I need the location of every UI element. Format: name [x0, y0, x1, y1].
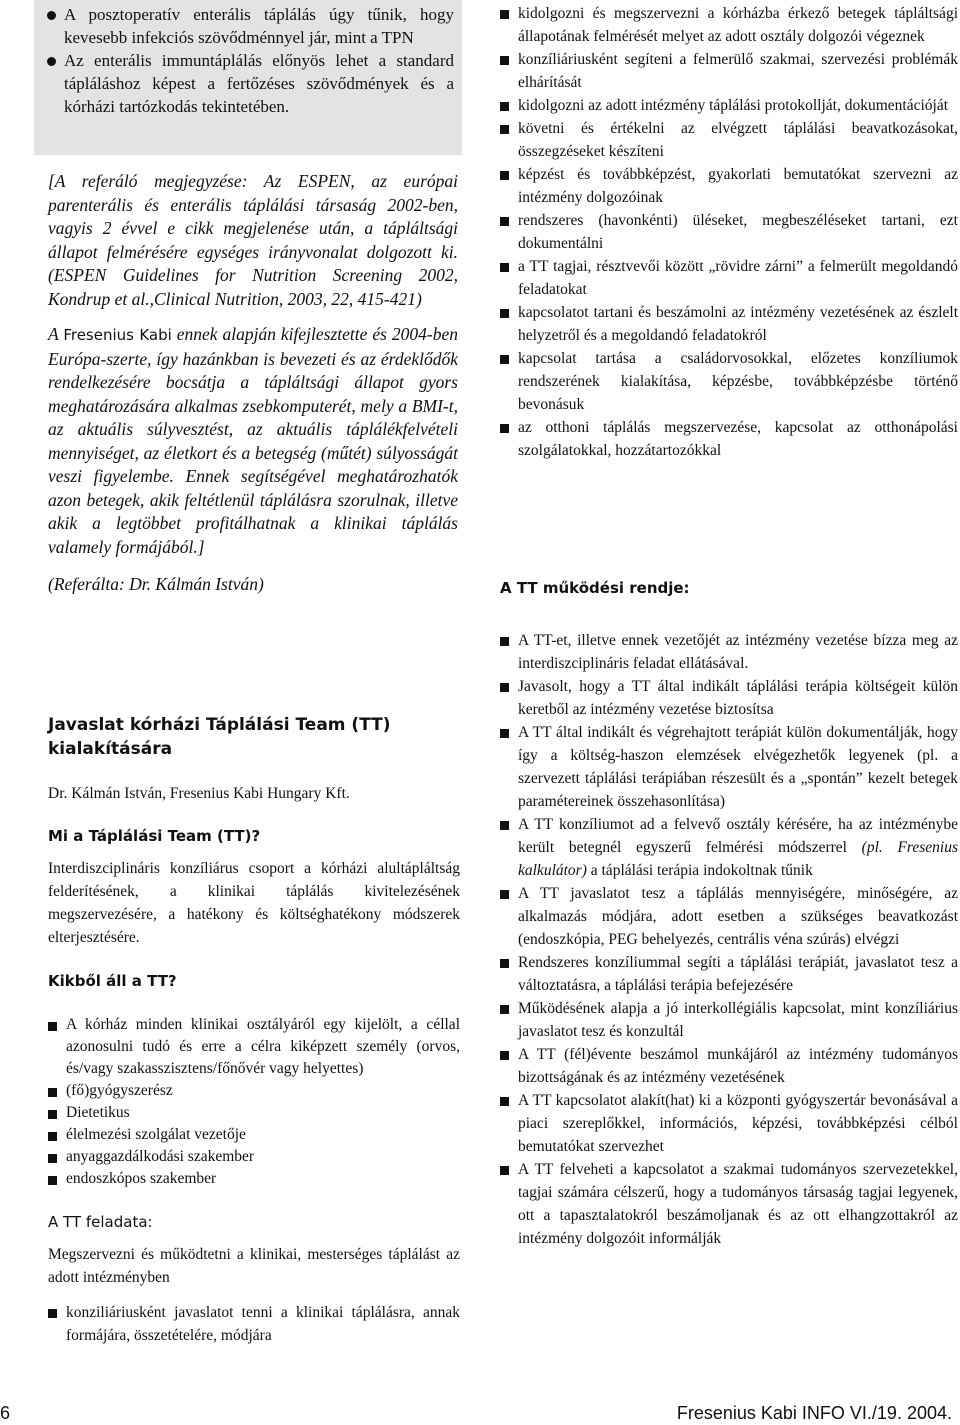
highlight-list [34, 0, 462, 118]
page-number: 6 [0, 1403, 11, 1423]
list-item: A TT (fél)évente beszámol munkájáról az intézmény tudományos bizottságának és az intézmény vezetésének [500, 1043, 958, 1089]
brand-name: Fresenius Kabi [63, 326, 172, 344]
referee-note [48, 170, 458, 597]
referee-note-paragraph: [A referáló megjegyzése: Az ESPEN, az európai parenterális és enterális táplálási társaság 2002-ben, vagyis 2 évvel e cikk megjelenése után, a tápláltsági állapot felmérésére egységes irányvonalat dolgozott ki. (ESPEN Guidelines for Nutrition Screening 2002, Kondrup et al.,Clinical Nutrition, 2003, 22, 415-421) [48, 171, 458, 309]
list-item: rendszeres (havonkénti) üléseket, megbeszéléseket tartani, ezt dokumentálni [500, 209, 958, 255]
list-item [500, 813, 958, 882]
list-item: A TT javaslatot tesz a táplálás mennyiségére, minőségére, az alkalmazás módjára, adott esetben a szükséges beavatkozást (endoszkópia, PEG behelyezés, centrális véna szúrás) elvégzi [500, 882, 958, 951]
list-item: A TT-et, illetve ennek vezetőjét az intézmény vezetése bízza meg az interdiszciplináris feladat ellátásával. [500, 629, 958, 675]
list-item: A TT kapcsolatot alakít(hat) ki a központi gyógyszertár bevonásával a piaci szereplőkkel, információs, képzési, továbbképzési célból bemutatókat szervezhet [500, 1089, 958, 1158]
list-item: anyaggazdálkodási szakember [48, 1146, 460, 1168]
tasks-list-left [48, 1301, 460, 1347]
members-list [48, 1014, 460, 1190]
list-item: A kórház minden klinikai osztályáról egy kijelölt, a céllal azonosulni tudó és erre a célra kiképzett személy (orvos, és/vagy szakasszisztens/főnővér vagy helyettes) [48, 1014, 460, 1080]
tasks-intro: Megszervezni és működtetni a klinikai, mesterséges táplálást az adott intézményben [48, 1246, 460, 1286]
list-item: endoszkópos szakember [48, 1168, 460, 1190]
list-item-text: A TT konzíliumot ad a felvevő osztály kérésére, ha az intézménybe került betegnél egyszerű felmérési módszerrel [518, 816, 958, 856]
referee-credit: (Referálta: Dr. Kálmán István) [48, 574, 264, 594]
list-item: A TT felveheti a kapcsolatot a szakmai tudományos szervezetekkel, tagjai számára célszerű, hogy a tudományos társaság tagjai legyenek, ott a tapasztalatokról beszámoljanak és az ott elhangzottakról az intézmény dolgozóit informálják [500, 1158, 958, 1250]
list-item: Dietetikus [48, 1102, 460, 1124]
list-item-emphasis: (pl. Fresenius kalkulátor) [518, 839, 958, 879]
list-item: kidolgozni és megszervezni a kórházba érkező betegek tápláltsági állapotának felmérését melyet az adott osztály dolgozói végeznek [500, 2, 958, 48]
list-item: kapcsolatot tartani és beszámolni az intézmény vezetésének az észlelt helyzetről és a megoldandó feladatokról [500, 301, 958, 347]
section-heading: A TT feladata: [48, 1213, 153, 1231]
highlight-item: Az enterális immuntáplálás előnyös lehet a standard tápláláshoz képest a fertőzéses szövődmények és a kórházi tartózkodás tekintetében. [46, 49, 454, 118]
list-item: az otthoni táplálás megszervezése, kapcsolat az otthonápolási szolgálatokkal, hozzátartozókkal [500, 416, 958, 462]
note-text: A [48, 324, 64, 344]
note-text: ennek alapján kifejlesztette és 2004-ben Európa-szerte, így hazánkban is bevezeti és az érdeklődők rendelkezésére bocsátja a tápláltsági állapot gyors meghatározására alkalmas zsebkomputerét, mely a BMI-t, az aktuális súlyvesztést, az aktuális táplálékfelvételi mennyiséget, az életkort és a betegség (műtét) súlyosságát veszi figyelembe. Ennek segítségével meghatározhatók azon betegek, akik feltétlenül táplálásra szorulnak, illetve akik a legtöbbet profitálhatnak a klinikai táplálás valamely formájából.] [48, 324, 458, 557]
list-item: konzíliáriusként segíteni a felmerülő szakmai, szervezési problémák elhárítását [500, 48, 958, 94]
list-item: (fő)gyógyszerész [48, 1080, 460, 1102]
publication-title: Fresenius Kabi INFO VI./19. 2004. [676, 1403, 952, 1423]
list-item: Rendszeres konzíliummal segíti a táplálási terápiát, javaslatot tesz a változtatásra, a táplálási terápia befejezésére [500, 951, 958, 997]
article-title: Javaslat kórházi Táplálási Team (TT) kialakítására [48, 715, 391, 759]
highlight-box [34, 0, 462, 155]
list-item: Működésének alapja a jó interkollégiális kapcsolat, mint konzíliárius javaslatot tesz és konzultál [500, 997, 958, 1043]
list-item: élelmezési szolgálat vezetője [48, 1124, 460, 1146]
section-heading: Mi a Táplálási Team (TT)? [48, 827, 261, 845]
highlight-item: A posztoperatív enterális táplálás úgy tűnik, hogy kevesebb infekciós szövődménnyel jár, mint a TPN [46, 3, 454, 49]
list-item: Javasolt, hogy a TT által indikált táplálási terápia költségeit külön keretből az intézmény vezetése biztosítsa [500, 675, 958, 721]
list-item: kidolgozni az adott intézmény táplálási protokollját, dokumentációját [500, 94, 958, 117]
operation-list [500, 629, 958, 1250]
list-item: követni és értékelni az elvégzett táplálási beavatkozásokat, összegzéseket készíteni [500, 117, 958, 163]
referee-note-paragraph [48, 323, 458, 559]
list-item: képzést és továbbképzést, gyakorlati bemutatókat szervezni az intézmény dolgozóinak [500, 163, 958, 209]
list-item: a TT tagjai, résztvevői között „rövidre zárni” a felmerült megoldandó feladatokat [500, 255, 958, 301]
section-heading: A TT működési rendje: [500, 579, 690, 597]
article-author: Dr. Kálmán István, Fresenius Kabi Hungary Kft. [48, 785, 350, 802]
list-item-text: a táplálási terápia indokoltnak tűnik [586, 862, 813, 879]
section-heading: Kikből áll a TT? [48, 972, 177, 990]
list-item: kapcsolat tartása a családorvosokkal, előzetes konzíliumok rendszerének kialakítása, képzésbe, továbbképzésbe történő bevonásuk [500, 347, 958, 416]
list-item: A TT által indikált és végrehajtott terápiát külön dokumentálják, hogy így a költség-haszon elemzések elvégezhetők legyenek (pl. a szervezett táplálási terápiában részesült és a „spontán” kezelt betegek paramétereinek összehasonlítása) [500, 721, 958, 813]
tasks-list-right [500, 2, 958, 462]
list-item: konziliáriusként javaslatot tenni a klinikai táplálásra, annak formájára, összetételére, módjára [48, 1301, 460, 1347]
definition-paragraph: Interdiszciplináris konzíliárus csoport a kórházi alultápláltság felderítésének, a klinikai táplálás kivitelezésének megszervezésére, a hatékony és költséghatékony módszerek elterjesztésére. [48, 860, 460, 946]
